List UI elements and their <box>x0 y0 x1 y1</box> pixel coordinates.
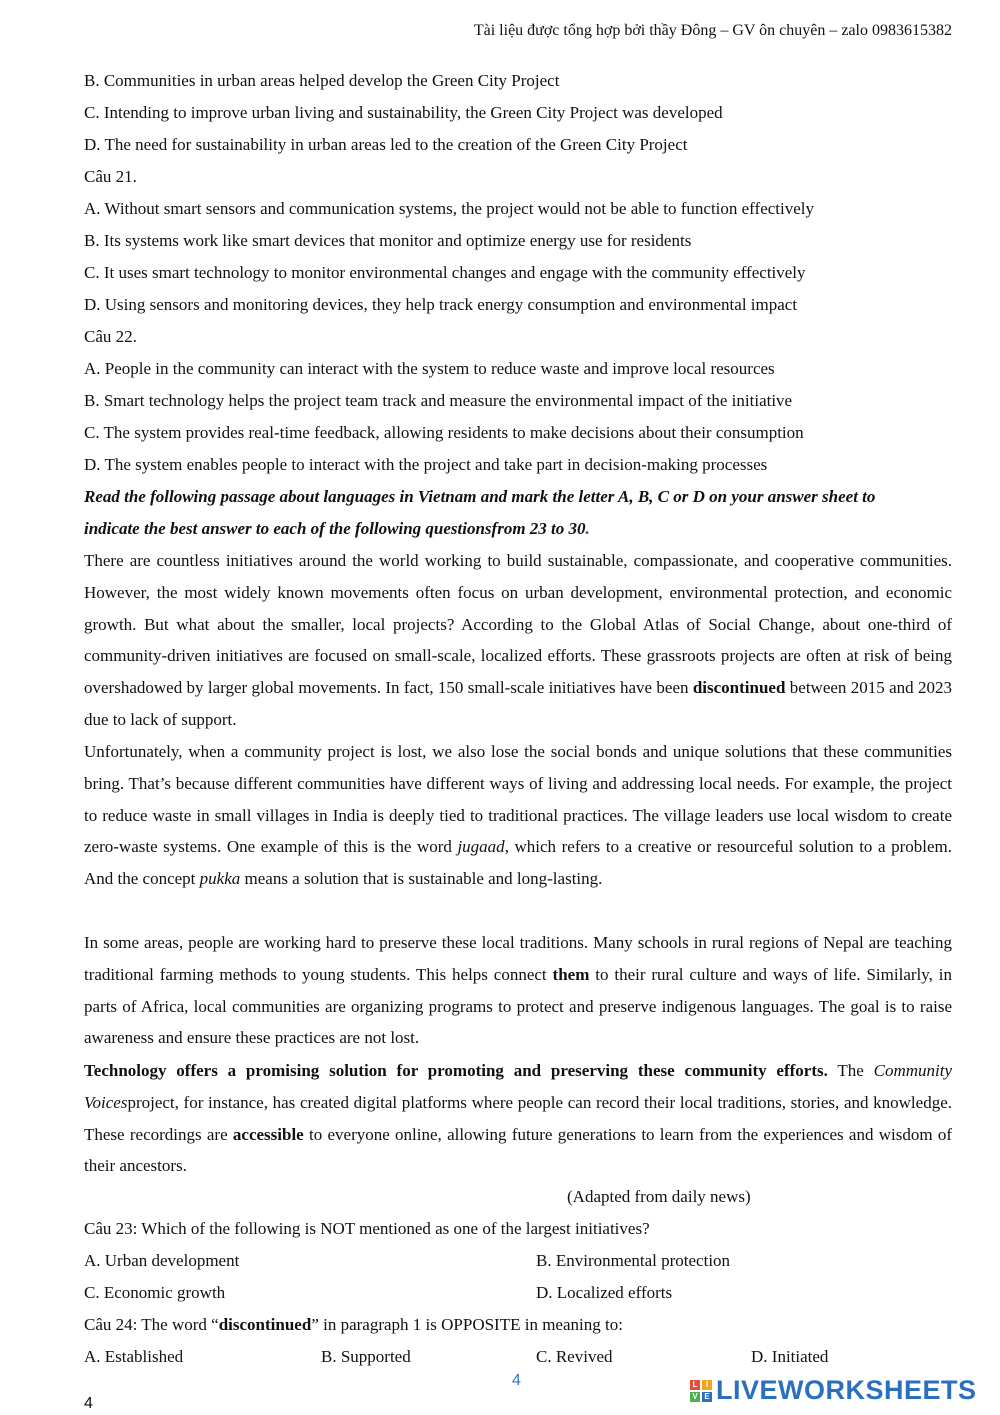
q24-option-a: A. Established <box>84 1347 184 1366</box>
q21-option-d: D. Using sensors and monitoring devices, they help track energy consumption and environmental impact <box>84 295 798 314</box>
q24-option-c: C. Revived <box>536 1347 613 1366</box>
prev-option-b: B. Communities in urban areas helped develop the Green City Project <box>84 71 560 90</box>
question-23-stem: Câu 23: Which of the following is NOT mentioned as one of the largest initiatives? <box>84 1219 650 1238</box>
question-21-label: Câu 21. <box>84 167 137 186</box>
word-them: them <box>552 964 590 984</box>
q22-option-c: C. The system provides real-time feedback, allowing residents to make decisions about their consumption <box>84 423 804 442</box>
project-name: Community Voices <box>84 1061 952 1112</box>
passage-source: (Adapted from daily news) <box>567 1187 751 1206</box>
passage-paragraph-4: Technology offers a promising solution for promoting and preserving these community efforts. The Community Voicesproject, for instance, has created digital platforms where people can record their local traditions, stories, and knowledge. These recordings are accessible to everyone online, allowing future generations to learn from the experiences and wisdom of their ancestors. <box>84 1061 952 1176</box>
logo-letter-v: V <box>690 1392 700 1402</box>
q23-option-c: C. Economic growth <box>84 1283 226 1302</box>
passage-paragraph-2: Unfortunately, when a community project is lost, we also lose the social bonds and unique solutions that these communities bring. That’s because different communities have different ways of living and addressing local needs. For example, the project to reduce waste in small villages in India is deeply tied to traditional practices. The village leaders use local wisdom to create zero-waste systems. One example of this is the word jugaad, which refers to a creative or resourceful solution to a problem. And the concept pukka means a solution that is sustainable and long-lasting. <box>84 742 952 889</box>
q23-option-b: B. Environmental protection <box>536 1251 731 1270</box>
highlighted-sentence: Technology offers a promising solution for promoting and preserving these community efforts. <box>84 1061 828 1080</box>
logo-letter-e: E <box>702 1392 712 1402</box>
q21-option-a: A. Without smart sensors and communication systems, the project would not be able to function effectively <box>84 199 815 218</box>
logo-letter-l: L <box>690 1380 700 1390</box>
instruction-line-1: Read the following passage about languages in Vietnam and mark the letter A, B, C or D on your answer sheet to <box>84 487 876 506</box>
word-pukka: pukka <box>199 869 241 889</box>
page-number-bottom: 4 <box>84 1395 93 1412</box>
word-discontinued: discontinued <box>692 678 786 698</box>
word-jugaad: jugaad <box>457 837 505 857</box>
q22-option-b: B. Smart technology helps the project team track and measure the environmental impact of the initiative <box>84 391 793 410</box>
logo-icon <box>690 1380 712 1402</box>
prev-option-c: C. Intending to improve urban living and sustainability, the Green City Project was developed <box>84 103 723 122</box>
q23-option-a: A. Urban development <box>84 1251 240 1270</box>
passage-paragraph-1: There are countless initiatives around the world working to build sustainable, compassionate, and cooperative communities. However, the most widely known movements often focus on urban development, environmental protection, and economic growth. But what about the smaller, local projects? According to the Global Atlas of Social Change, about one-third of community-driven initiatives are focused on small-scale, localized efforts. These grassroots projects are often at risk of being overshadowed by larger global movements. In fact, 150 small-scale initiatives have been discontinued between 2015 and 2023 due to lack of support. <box>84 551 952 729</box>
logo-letter-i: I <box>702 1380 712 1390</box>
q24-option-d: D. Initiated <box>751 1347 829 1366</box>
question-22-label: Câu 22. <box>84 327 137 346</box>
word-accessible: accessible <box>232 1124 304 1144</box>
q22-option-a: A. People in the community can interact with the system to reduce waste and improve local resources <box>84 359 775 378</box>
instruction-line-2: indicate the best answer to each of the following questionsfrom 23 to 30. <box>84 519 590 538</box>
logo-text: LIVEWORKSHEETS <box>716 1375 977 1405</box>
q21-option-c: C. It uses smart technology to monitor environmental changes and engage with the community effectively <box>84 263 806 282</box>
question-24-stem: Câu 24: The word “discontinued” in paragraph 1 is OPPOSITE in meaning to: <box>84 1315 623 1334</box>
liveworksheets-logo[interactable] <box>690 1375 977 1406</box>
q22-option-d: D. The system enables people to interact with the project and take part in decision-making processes <box>84 455 768 474</box>
passage-paragraph-3: In some areas, people are working hard to preserve these local traditions. Many schools in rural regions of Nepal are teaching traditional farming methods to young students. This helps connect them to their rural culture and ways of life. Similarly, in parts of Africa, local communities are organizing programs to protect and preserve indigenous languages. The goal is to raise awareness and ensure these practices are not lost. <box>84 933 952 1048</box>
q23-option-d: D. Localized efforts <box>536 1283 673 1302</box>
prev-option-d: D. The need for sustainability in urban areas led to the creation of the Green City Project <box>84 135 688 154</box>
page-number: 4 <box>512 1372 521 1389</box>
q24-option-b: B. Supported <box>321 1347 411 1366</box>
q21-option-b: B. Its systems work like smart devices that monitor and optimize energy use for residents <box>84 231 692 250</box>
page-header: Tài liệu được tổng hợp bởi thầy Đông – GV ôn chuyên – zalo 0983615382 <box>473 22 952 39</box>
